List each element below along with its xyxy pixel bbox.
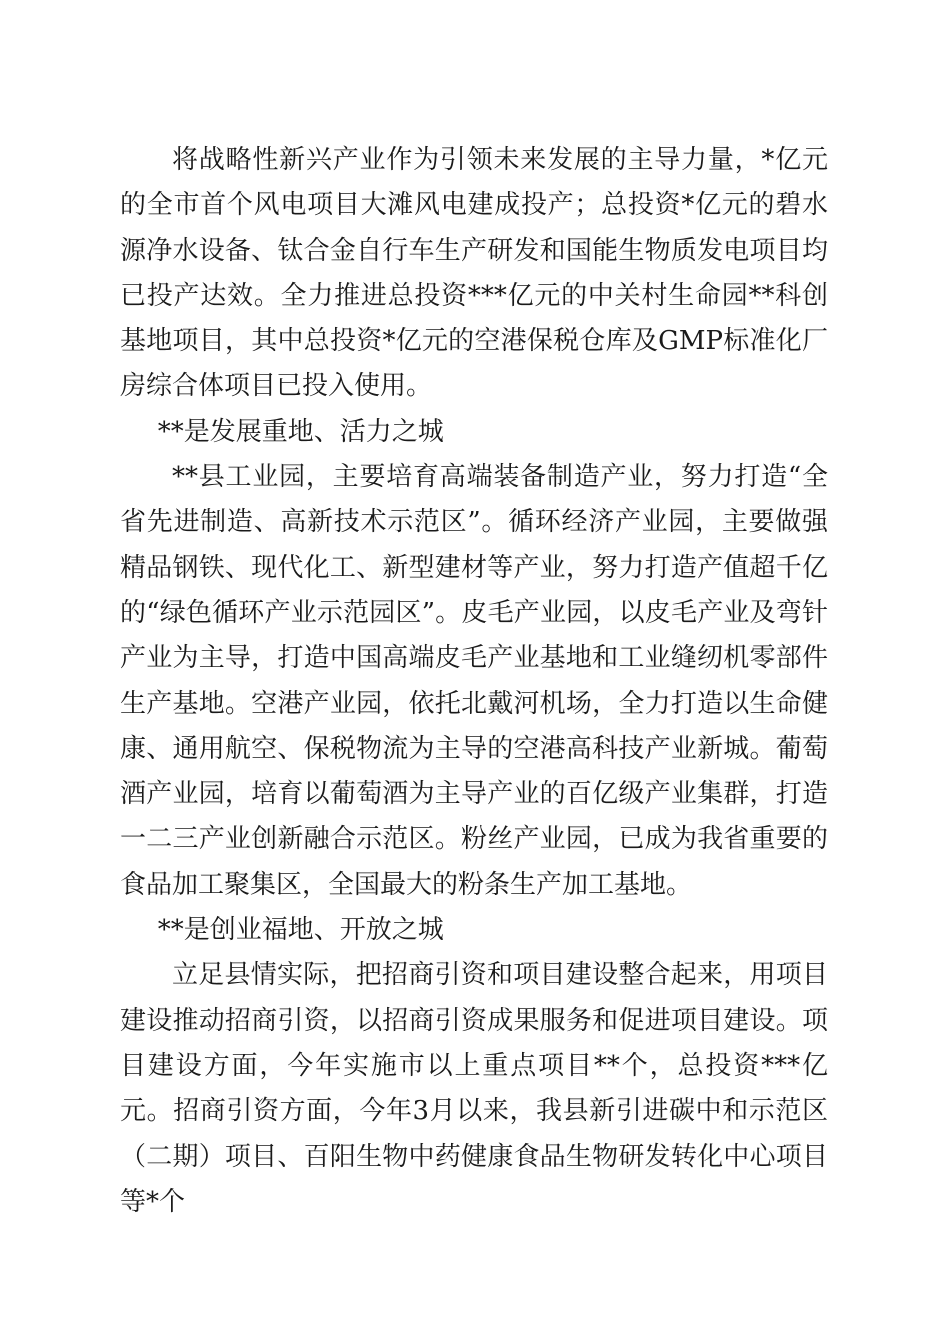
paragraph-investment: 立足县情实际，把招商引资和项目建设整合起来，用项目建设推动招商引资，以招商引资成果服务和促进项目建设。项目建设方面，今年实施市以上重点项目**个，总投资***亿元。招商引资方面，今年3月以来，我县新引进碳中和示范区（二期）项目、百阳生物中药健康食品生物研发转化中心项目等*个 xyxy=(120,960,828,1217)
section-heading-entrepreneurship: **是创业福地、开放之城 xyxy=(157,915,444,946)
document-body xyxy=(120,138,828,1225)
paragraph-industrial-parks: **县工业园，主要培育高端装备制造产业，努力打造“全省先进制造、高新技术示范区”。循环经济产业园，主要做强精品钢铁、现代化工、新型建材等产业，努力打造产值超千亿的“绿色循环产业示范园区”。皮毛产业园，以皮毛产业及弯针产业为主导，打造中国高端皮毛产业基地和工业缝纫机零部件生产基地。空港产业园，依托北戴河机场，全力打造以生命健康、通用航空、保税物流为主导的空港高科技产业新城。葡萄酒产业园，培育以葡萄酒为主导产业的百亿级产业集群，打造一二三产业创新融合示范区。粉丝产业园，已成为我省重要的食品加工聚集区，全国最大的粉条生产加工基地。 xyxy=(120,462,828,900)
section-heading-development: **是发展重地、活力之城 xyxy=(157,416,444,447)
paragraph-strategic-industries: 将战略性新兴产业作为引领未来发展的主导力量，*亿元的全市首个风电项目大滩风电建成投产；总投资*亿元的碧水源净水设备、钛合金自行车生产研发和国能生物质发电项目均已投产达效。全力推进总投资***亿元的中关村生命园**科创基地项目，其中总投资*亿元的空港保税仓库及GMP标准化厂房综合体项目已投入使用。 xyxy=(120,145,828,402)
